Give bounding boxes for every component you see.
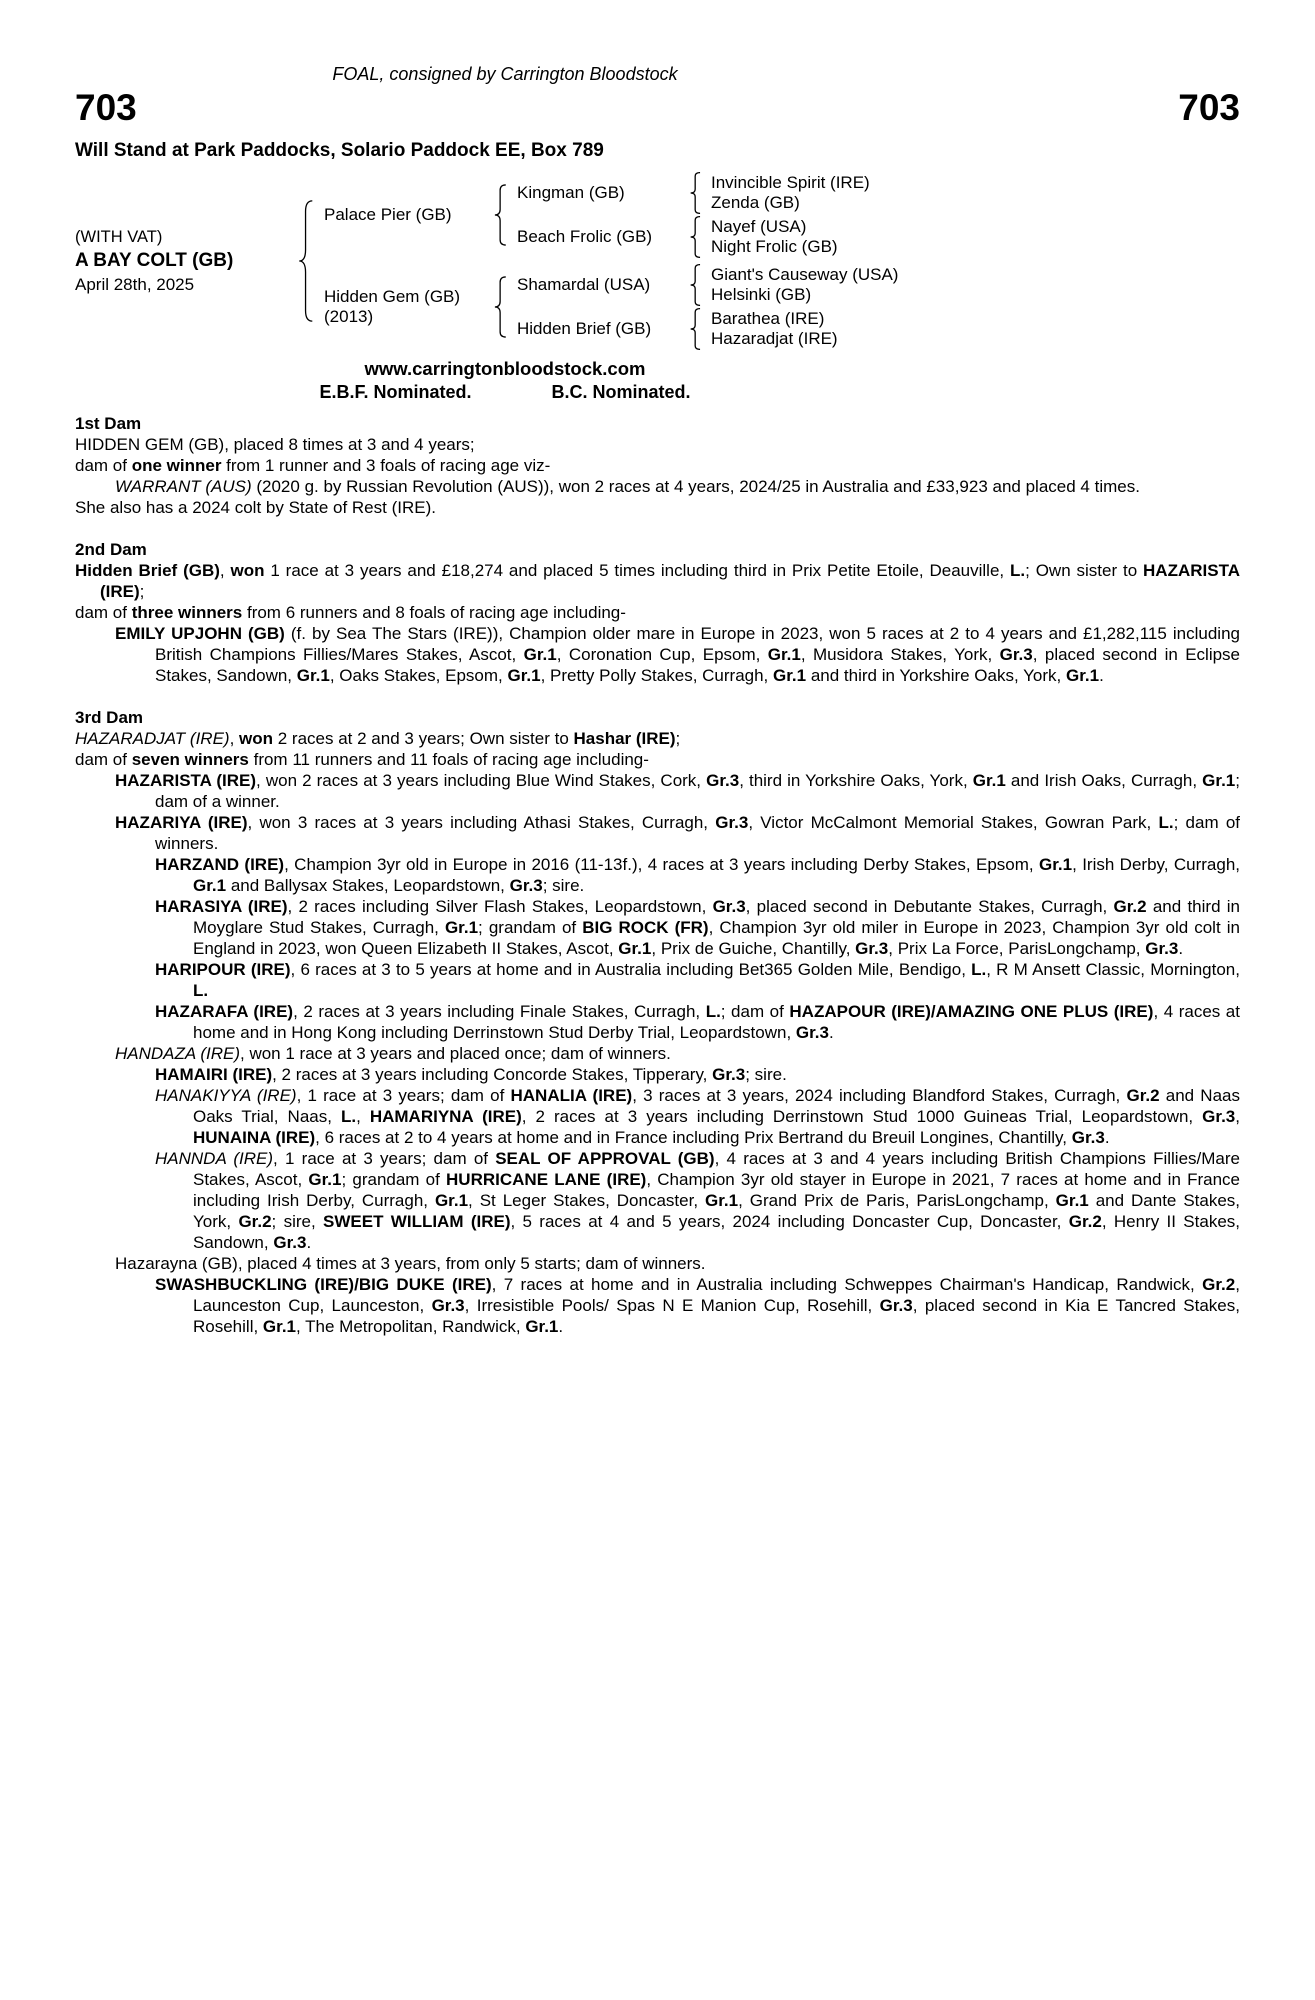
vat-note: (WITH VAT) [75, 227, 163, 246]
sire-name: Palace Pier (GB) [324, 204, 452, 224]
catalogue-paragraph: Hazarayna (GB), placed 4 times at 3 years, from only 5 starts; dam of winners. [115, 1254, 706, 1273]
pedigree-tree [315, 172, 1240, 350]
dam-cell [315, 287, 493, 328]
catalogue-paragraph: SWASHBUCKLING (IRE)/BIG DUKE (IRE), 7 races at home and in Australia including Schweppes Chairman's Handicap, Randwick, Gr.2, Launceston Cup, Launceston, Gr.3, Irresistible Pools/ Spas N E Manion Cup, Rosehill, Gr.3, placed second in Kia E Tancred Stakes, Rosehill, Gr.1, The Metropolitan, Randwick, Gr.1. [155, 1275, 1240, 1336]
great-grandparent-name: Night Frolic (GB) [711, 237, 838, 256]
pedigree-brace-main [297, 199, 315, 323]
sire-grandparents [508, 172, 1240, 258]
dam-heading-3rd: 3rd Dam [75, 708, 144, 727]
catalogue-paragraph: Hidden Brief (GB), won 1 race at 3 years and £18,274 and placed 5 times including third in Prix Petite Etoile, Deauville, L.; Own sister to HAZARISTA (IRE); [75, 561, 1240, 601]
pedigree-brace-dam [493, 276, 508, 338]
consignor-line: FOAL, consigned by Carrington Bloodstock [332, 64, 678, 84]
great-grandparent-name: Barathea (IRE) [711, 308, 825, 328]
catalogue-paragraph: dam of one winner from 1 runner and 3 foals of racing age viz- [75, 456, 551, 475]
great-grandparent-name: Nayef (USA) [711, 216, 807, 236]
great-grandparents [702, 173, 870, 214]
pedigree-row [508, 264, 1240, 306]
stand-location-line: Will Stand at Park Paddocks, Solario Paddock EE, Box 789 [75, 140, 604, 161]
great-grandparent-name: Invincible Spirit (IRE) [711, 172, 870, 192]
catalogue-paragraph: HAMAIRI (IRE), 2 races at 3 years including Concorde Stakes, Tipperary, Gr.3; sire. [155, 1065, 787, 1084]
catalogue-paragraph: HANAKIYYA (IRE), 1 race at 3 years; dam of HANALIA (IRE), 3 races at 3 years, 2024 including Blandford Stakes, Curragh, Gr.2 and Naas Oaks Trial, Naas, L., HAMARIYNA (IRE), 2 races at 3 years including Derrinstown Stud 1000 Guineas Trial, Leopardstown, Gr.3, HUNAINA (IRE), 6 races at 2 to 4 years at home and in France including Prix Bertrand du Breuil Longines, Chantilly, Gr.3. [155, 1086, 1240, 1147]
catalogue-paragraph: HAZARIYA (IRE), won 3 races at 3 years including Athasi Stakes, Curragh, Gr.3, Victor McCalmont Memorial Stakes, Gowran Park, L.; dam of winners. [115, 813, 1240, 853]
dam-half [315, 264, 1240, 350]
catalogue-paragraph: HIDDEN GEM (GB), placed 8 times at 3 and 4 years; [75, 435, 475, 454]
catalogue-paragraph: HARASIYA (IRE), 2 races including Silver Flash Stakes, Leopardstown, Gr.3, placed second in Debutante Stakes, Curragh, Gr.2 and third in Moyglare Stud Stakes, Curragh, Gr.1; grandam of BIG ROCK (FR), Champion 3yr old miler in Europe in 2023, Champion 3yr old colt in England in 2023, won Queen Elizabeth II Stakes, Ascot, Gr.1, Prix de Guiche, Chantilly, Gr.3, Prix La Force, ParisLongchamp, Gr.3. [155, 897, 1240, 958]
catalogue-paragraph: HAZARISTA (IRE), won 2 races at 3 years including Blue Wind Stakes, Cork, Gr.3, third in Yorkshire Oaks, York, Gr.1 and Irish Oaks, Curragh, Gr.1; dam of a winner. [115, 771, 1240, 811]
great-grandparent-name: Giant's Causeway (USA) [711, 264, 899, 284]
catalogue-paragraph: EMILY UPJOHN (GB) (f. by Sea The Stars (IRE)), Champion older mare in Europe in 2023, won 5 races at 2 to 4 years and £1,282,115 including British Champions Fillies/Mares Stakes, Ascot, Gr.1, Coronation Cup, Epsom, Gr.1, Musidora Stakes, York, Gr.3, placed second in Eclipse Stakes, Sandown, Gr.1, Oaks Stakes, Epsom, Gr.1, Pretty Polly Stakes, Curragh, Gr.1 and third in Yorkshire Oaks, York, Gr.1. [115, 624, 1241, 685]
great-grandparents [702, 217, 838, 258]
catalogue-paragraph: HARIPOUR (IRE), 6 races at 3 to 5 years at home and in Australia including Bet365 Golden Mile, Bendigo, L., R M Ansett Classic, Mornington, L. [155, 960, 1240, 1000]
website-link[interactable]: www.carringtonbloodstock.com [364, 358, 646, 379]
dam-year: (2013) [324, 307, 374, 326]
pedigree-brace-small [689, 264, 702, 306]
catalogue-paragraph: She also has a 2024 colt by State of Rest (IRE). [75, 498, 436, 517]
great-grandparent-name: Zenda (GB) [711, 193, 800, 212]
grandparent-name: Shamardal (USA) [517, 274, 651, 294]
dam-name: Hidden Gem (GB) [324, 286, 461, 306]
great-grandparent-name: Helsinki (GB) [711, 285, 812, 304]
great-grandparents [702, 309, 838, 350]
grandparent-name: Hidden Brief (GB) [517, 318, 652, 338]
grandparent-name: Kingman (GB) [517, 182, 625, 202]
nomination-line [75, 382, 935, 403]
catalogue-paragraph: dam of seven winners from 11 runners and 11 foals of racing age including- [75, 750, 649, 769]
pedigree-row [508, 172, 1240, 214]
dam-heading-2nd: 2nd Dam [75, 540, 147, 559]
sire-half [315, 172, 1240, 258]
pedigree-brace-sire [493, 184, 508, 246]
colt-info [75, 227, 297, 296]
catalogue-body [75, 413, 1240, 1337]
catalogue-paragraph: WARRANT (AUS) (2020 g. by Russian Revolution (AUS)), won 2 races at 4 years, 2024/25 in Australia and £33,923 and placed 4 times. [115, 477, 1140, 496]
pedigree-table [75, 172, 1240, 350]
catalogue-paragraph: HAZARADJAT (IRE), won 2 races at 2 and 3 years; Own sister to Hashar (IRE); [75, 729, 681, 748]
pedigree-row [508, 216, 1240, 258]
great-grandparents [702, 265, 898, 306]
lot-number-right: 703 [1178, 87, 1240, 128]
pedigree-brace-small [689, 308, 702, 350]
colt-name: A BAY COLT (GB) [75, 250, 234, 272]
catalogue-paragraph: HAZARAFA (IRE), 2 races at 3 years including Finale Stakes, Curragh, L.; dam of HAZAPOUR (IRE)/AMAZING ONE PLUS (IRE), 4 races at home and in Hong Kong including Derrinstown Stud Derby Trial, Leopardstown, Gr.3. [155, 1002, 1240, 1042]
bc-nominated-label: B.C. Nominated. [551, 382, 691, 402]
catalogue-paragraph: HANNDA (IRE), 1 race at 3 years; dam of SEAL OF APPROVAL (GB), 4 races at 3 and 4 years including British Champions Fillies/Mare Stakes, Ascot, Gr.1; grandam of HURRICANE LANE (IRE), Champion 3yr old stayer in Europe in 2021, 7 races at home and in France including Irish Derby, Curragh, Gr.1, St Leger Stakes, Doncaster, Gr.1, Grand Prix de Paris, ParisLongchamp, Gr.1 and Dante Stakes, York, Gr.2; sire, SWEET WILLIAM (IRE), 5 races at 4 and 5 years, 2024 including Doncaster Cup, Doncaster, Gr.2, Henry II Stakes, Sandown, Gr.3. [155, 1149, 1241, 1252]
catalogue-paragraph: dam of three winners from 6 runners and 8 foals of racing age including- [75, 603, 626, 622]
pedigree-brace-small [689, 216, 702, 258]
dam-grandparents [508, 264, 1240, 350]
catalogue-paragraph: HANDAZA (IRE), won 1 race at 3 years and placed once; dam of winners. [115, 1044, 671, 1063]
pedigree-row [508, 308, 1240, 350]
ebf-nominated-label: E.B.F. Nominated. [319, 382, 472, 402]
lot-number-left: 703 [75, 87, 137, 128]
dam-heading-1st: 1st Dam [75, 414, 142, 433]
grandparent-name: Beach Frolic (GB) [517, 226, 653, 246]
great-grandparent-name: Hazaradjat (IRE) [711, 329, 838, 348]
lot-number-row [75, 89, 1240, 126]
pedigree-brace-small [689, 172, 702, 214]
catalogue-paragraph: HARZAND (IRE), Champion 3yr old in Europe in 2016 (11-13f.), 4 races at 3 years including Derby Stakes, Epsom, Gr.1, Irish Derby, Curragh, Gr.1 and Ballysax Stakes, Leopardstown, Gr.3; sire. [155, 855, 1240, 895]
colt-dob: April 28th, 2025 [75, 274, 195, 294]
sire-cell [315, 205, 493, 226]
